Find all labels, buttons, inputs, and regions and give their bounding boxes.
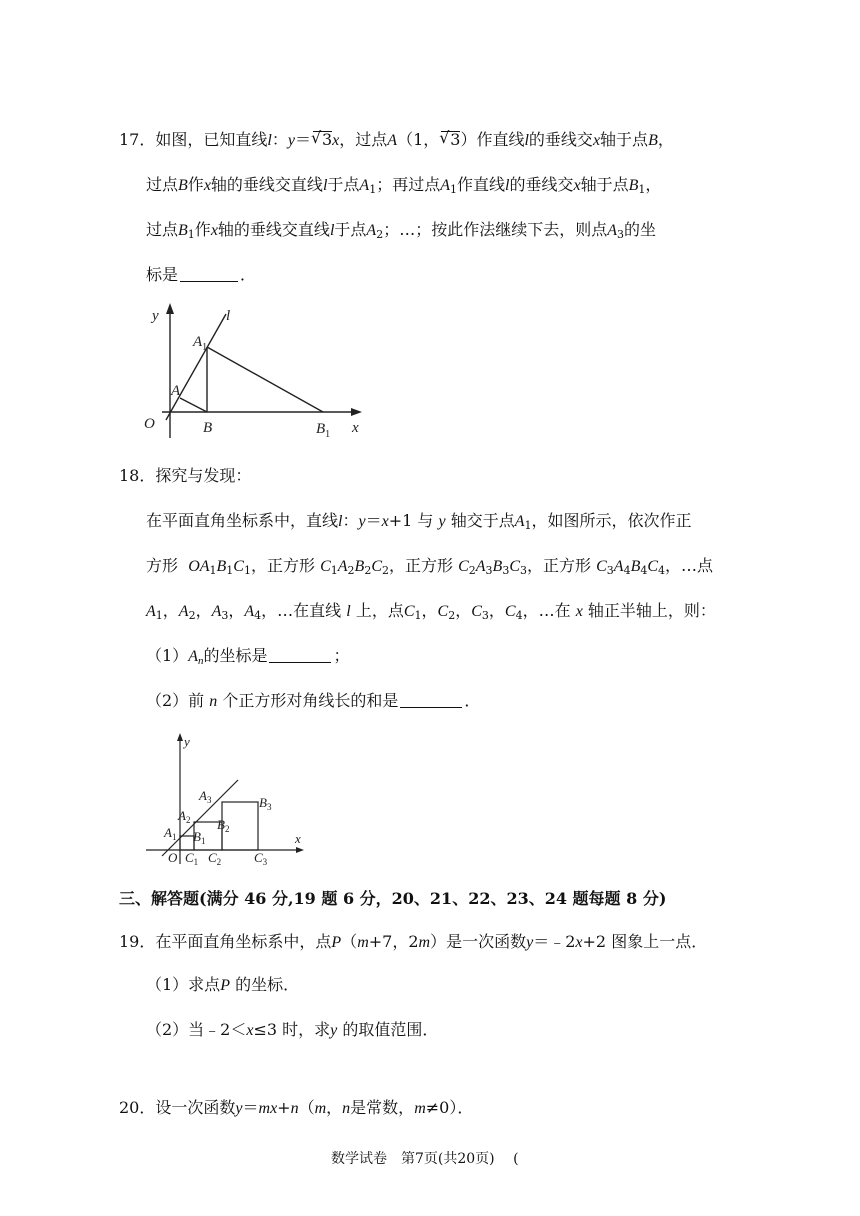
label-x: x (295, 831, 301, 846)
line-l (166, 314, 226, 420)
square-1 (180, 836, 194, 850)
x-arrowhead (351, 408, 362, 416)
q18-sub-2: （2）前 n 个正方形对角线长的和是 ． (146, 691, 481, 710)
q18-line-3: $A_1$，$A_2$，$A_3$，$A_4$，…在直线 l 上，点$C_1$，$C_2$，$C_3$，$C_4$，…在 x 轴正半轴上，则： (146, 601, 716, 622)
answer-blank (180, 267, 238, 282)
q20-line-1: 20．设一次函数y＝mx+n（m，n是常数，m≠0）． (119, 1098, 474, 1117)
segment-A-B (180, 398, 207, 412)
label-y: y (184, 734, 190, 749)
label-A1: $A_1$ (193, 334, 208, 353)
q19-line-1: 19．在平面直角坐标系中，点P（m+7，2m）是一次函数y＝﹣2x+2 图象上一点． (119, 932, 708, 951)
x-arrowhead (296, 847, 304, 853)
label-B1: $B_1$ (316, 421, 331, 440)
q17-line-2: 过点B作x轴的垂线交直线l于点$A_1$；再过点$A_1$作直线l的垂线交x轴于点$B_1$， (146, 175, 662, 196)
q19-sub-1: （1）求点P 的坐标． (146, 975, 300, 994)
q17-figure (140, 300, 370, 440)
page-footer: 数学试卷 第7页(共20页) ( (331, 1151, 519, 1167)
q17-line-1: 17．如图，已知直线l：y＝√ 3x，过点A（1，√ 3）作直线l的垂线交x轴于点B， (119, 129, 674, 152)
q17-line-4: 标是 ． (146, 265, 257, 284)
label-y: y (152, 308, 159, 324)
label-A3: $A_3$ (199, 788, 212, 805)
section-3-heading: 三、解答题(满分 46 分,19 题 6 分，20、21、22、23、24 题每题 8 分) (119, 889, 667, 908)
q18-line-1: 在平面直角坐标系中，直线l：y＝x+1 与 y 轴交于点$A_1$，如图所示，依次作正 (146, 511, 692, 532)
y-arrowhead (166, 303, 174, 314)
q18-figure (140, 728, 315, 868)
y-arrowhead (177, 733, 183, 741)
label-B2: $B_2$ (217, 817, 230, 834)
label-l: l (226, 308, 231, 324)
label-C3: $C_3$ (254, 850, 268, 867)
answer-blank (400, 693, 462, 708)
label-B1: $B_1$ (193, 829, 206, 846)
label-A1: $A_1$ (164, 825, 177, 842)
q18-sub-1: $(1)A_n$的坐标是 ； (146, 646, 350, 667)
label-C1: $C_1$ (185, 850, 199, 867)
q19-sub-2: （2）当﹣2＜x≤3 时，求y 的取值范围． (146, 1020, 439, 1039)
label-A: A (171, 383, 181, 399)
q17-line-3: 过点$B_1$作x轴的垂线交直线l于点$A_2$；…；按此作法继续下去，则点$A_3$的坐 (146, 220, 656, 241)
label-O: O (144, 416, 155, 432)
segment-A1-B1 (207, 347, 323, 412)
label-C2: $C_2$ (208, 850, 222, 867)
q18-title: 18．探究与发现： (119, 466, 252, 485)
answer-blank (269, 648, 331, 663)
sqrt-symbol: √ 3 (441, 131, 460, 148)
label-B3: $B_3$ (259, 795, 272, 812)
label-O: O (168, 850, 178, 865)
q18-line-2: 方形 $OA_1B_1C_1$，正方形 $C_1A_2B_2C_2$，正方形 $C_2A_3B_3C_3$，正方形 $C_3A_4B_4C_4$，…点 (146, 556, 714, 577)
sqrt-symbol: √ 3 (313, 131, 332, 148)
label-B: B (203, 420, 213, 436)
label-A2: $A_2$ (178, 808, 191, 825)
label-x: x (352, 420, 359, 436)
